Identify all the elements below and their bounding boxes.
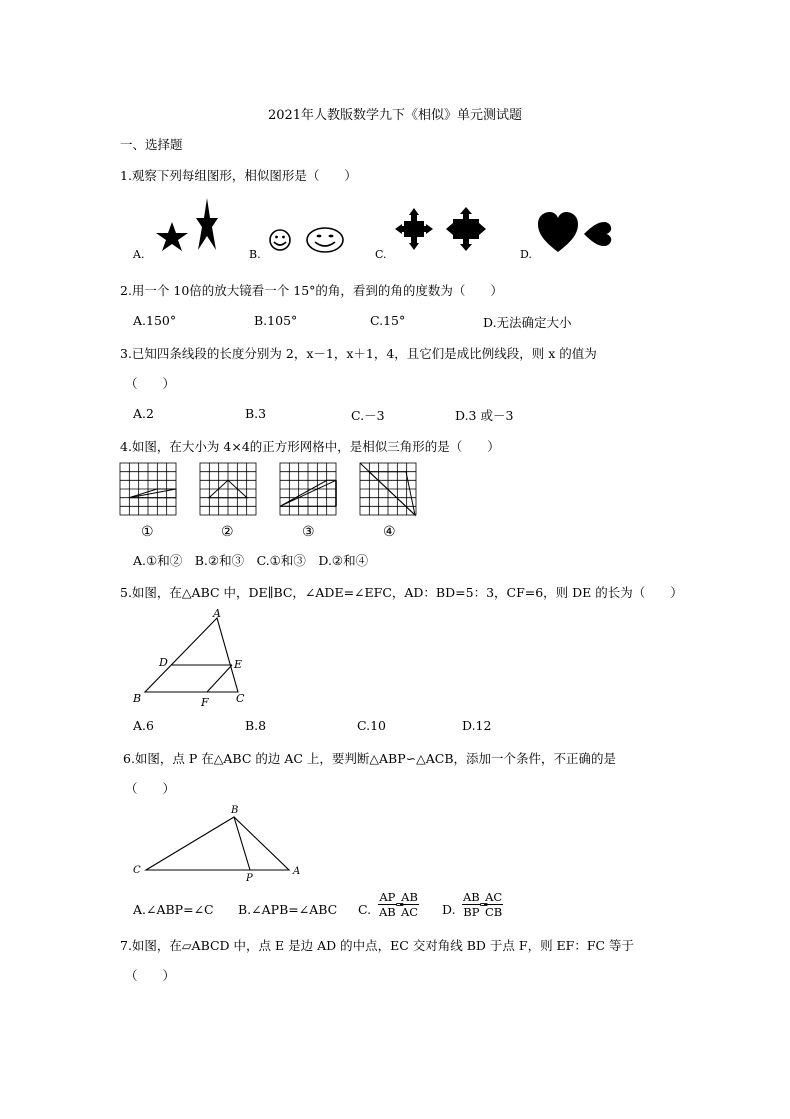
q2-option-d[interactable]: D.无法确定大小 [483, 315, 572, 330]
heart-large-icon [538, 212, 578, 252]
q5-option-c[interactable]: C.10 [357, 718, 386, 733]
q6-option-b[interactable]: B.∠APB=∠ABC [238, 902, 338, 917]
q5-triangle-figure [140, 615, 260, 695]
q3-option-b[interactable]: B.3 [245, 406, 267, 421]
q1-option-a[interactable]: A. [133, 248, 145, 261]
grid-1 [120, 463, 176, 515]
q3-option-c[interactable]: C.－3 [351, 408, 385, 423]
q6-point-p: P [246, 873, 253, 884]
q1-option-b[interactable]: B. [249, 248, 261, 261]
grid-label-1: ① [141, 524, 154, 540]
q6-triangle-figure [140, 812, 300, 874]
q6-option-c-fraction-left [378, 890, 397, 919]
question-2-stem: 2.用一个 10倍的放大镜看一个 15°的角，看到的角的度数为（ ） [120, 283, 503, 298]
grid-label-3: ③ [302, 524, 315, 540]
q5-point-e: E [234, 658, 243, 671]
question-7-paren: （ ） [125, 968, 176, 983]
q5-point-f: F [201, 696, 209, 709]
q1-figure-d [538, 212, 614, 256]
q4-options[interactable]: A.①和② B.②和③ C.①和③ D.②和④ [133, 553, 369, 568]
grid-3 [280, 463, 336, 515]
grid-label-2: ② [221, 524, 234, 540]
q6-option-d-equals: = [479, 897, 489, 911]
q4-grid-figures [119, 463, 419, 515]
grid-4 [360, 463, 416, 515]
q2-option-c[interactable]: C.15° [370, 313, 406, 328]
q5-point-d: D [159, 656, 168, 669]
section-heading: 一、选择题 [120, 137, 183, 152]
fraction-denominator: BP [463, 905, 480, 919]
question-1-stem: 1.观察下列每组图形，相似图形是（ ） [120, 168, 357, 183]
q5-option-b[interactable]: B.8 [245, 718, 267, 733]
q6-point-a: A [293, 866, 301, 877]
q6-option-c-fraction-right [400, 890, 419, 919]
fraction-numerator: AB [401, 890, 418, 904]
fraction-denominator: AB [379, 905, 396, 919]
q5-point-c: C [236, 692, 245, 705]
star-small-icon [156, 222, 188, 251]
q6-option-d-label[interactable]: D. [442, 902, 456, 917]
fraction-numerator: AP [379, 890, 396, 904]
q5-option-d[interactable]: D.12 [462, 718, 492, 733]
q6-point-b: B [231, 805, 239, 816]
q2-option-b[interactable]: B.105° [254, 313, 298, 328]
grid-2 [200, 463, 256, 515]
q1-figure-a [150, 196, 220, 252]
question-6-paren: （ ） [125, 781, 176, 796]
q6-option-c-label[interactable]: C. [358, 902, 372, 917]
q3-option-d[interactable]: D.3 或－3 [455, 408, 514, 423]
q5-point-b: B [133, 692, 142, 705]
q5-option-a[interactable]: A.6 [133, 718, 154, 733]
q3-option-a[interactable]: A.2 [133, 406, 154, 421]
question-4-stem: 4.如图，在大小为 4×4的正方形网格中，是相似三角形的是（ ） [120, 439, 500, 454]
smiley-wide-icon [307, 228, 343, 252]
q5-point-a: A [213, 607, 221, 620]
fraction-numerator: AC [485, 890, 503, 904]
fraction-numerator: AB [463, 890, 480, 904]
q1-option-c[interactable]: C. [375, 248, 387, 261]
question-7-stem: 7.如图，在▱ABCD 中，点 E 是边 AD 的中点，EC 交对角线 BD 于点 F，则 EF：FC 等于 [120, 938, 635, 953]
q1-figure-b [265, 224, 355, 256]
question-3-stem: 3.已知四条线段的长度分别为 2，x－1，x＋1，4，且它们是成比例线段，则 x 的值为 [120, 346, 597, 361]
grid-label-4: ④ [383, 524, 396, 540]
question-5-stem: 5.如图，在△ABC 中，DE∥BC，∠ADE=∠EFC，AD：BD=5：3，CF=6，则 DE 的长为（ ） [120, 585, 683, 600]
question-3-paren: （ ） [125, 376, 176, 391]
star-tall-icon [196, 198, 218, 250]
cross-arrows-small-icon [395, 208, 433, 250]
q6-option-a[interactable]: A.∠ABP=∠C [133, 902, 214, 917]
question-6-stem: 6.如图，点 P 在△ABC 的边 AC 上，要判断△ABP∽△ACB，添加一个条件，不正确的是 [123, 751, 617, 766]
q6-point-c: C [133, 865, 141, 876]
smiley-small-icon [270, 230, 290, 250]
fraction-denominator: CB [485, 905, 503, 919]
q6-option-c-equals: = [395, 897, 405, 911]
heart-rotated-icon [584, 222, 611, 246]
q1-option-d: D. [520, 248, 532, 261]
q6-option-d-fraction-left [462, 890, 481, 919]
q2-option-a[interactable]: A.150° [133, 313, 177, 328]
fraction-denominator: AC [401, 905, 419, 919]
page-title: 2021年人教版数学九下《相似》单元测试题 [267, 108, 523, 123]
cross-arrows-large-icon [446, 207, 486, 251]
q1-figure-c [394, 206, 494, 252]
q6-option-d-fraction-right [484, 890, 503, 919]
